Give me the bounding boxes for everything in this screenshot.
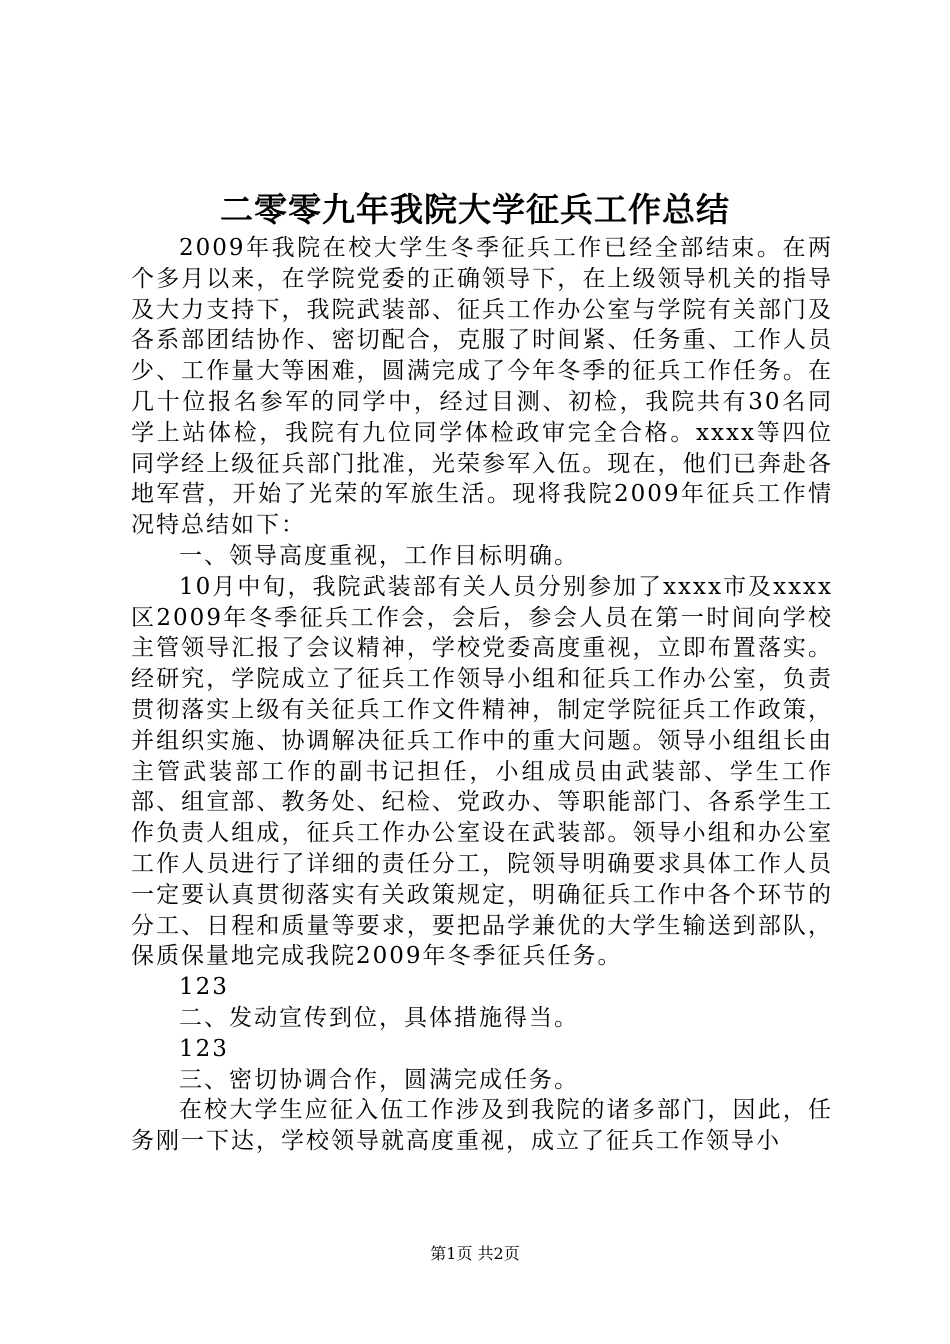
section-heading-2: 二、发动宣传到位，具体措施得当。 (179, 1004, 579, 1031)
document-body (131, 233, 833, 1157)
document-title: 二零零九年我院大学征兵工作总结 (220, 190, 730, 229)
paragraph-intro: 2009年我院在校大学生冬季征兵工作已经全部结束。在两个多月以来，在学院党委的正确领导下，在上级领导机关的指导及大力支持下，我院武装部、征兵工作办公室与学院有关部门及各系部团结协作、密切配合，克服了时间紧、任务重、工作人员少、工作量大等困难，圆满完成了今年冬季的征兵工作任务。在几十位报名参军的同学中，经过目测、初检，我院共有30名同学上站体检，我院有九位同学体检政审完全合格。xxxx等四位同学经上级征兵部门批准，光荣参军入伍。现在，他们已奔赴各地军营，开始了光荣的军旅生活。现将我院2009年征兵工作情况特总结如下： (131, 235, 833, 539)
page-number-footer: 第1页 共2页 (430, 1244, 520, 1263)
placeholder-text-2: 123 (179, 1035, 229, 1062)
placeholder-text-1: 123 (179, 974, 229, 1001)
paragraph-section-3: 在校大学生应征入伍工作涉及到我院的诸多部门，因此，任务刚一下达，学校领导就高度重视，成立了征兵工作领导小 (131, 1097, 833, 1155)
section-heading-3: 三、密切协调合作，圆满完成任务。 (179, 1066, 579, 1093)
section-heading-1: 一、领导高度重视，工作目标明确。 (179, 542, 579, 569)
paragraph-section-1: 10月中旬，我院武装部有关人员分别参加了xxxx市及xxxx区2009年冬季征兵工作会，会后，参会人员在第一时间向学校主管领导汇报了会议精神，学校党委高度重视，立即布置落实。经研究，学院成立了征兵工作领导小组和征兵工作办公室，负责贯彻落实上级有关征兵工作文件精神，制定学院征兵工作政策，并组织实施、协调解决征兵工作中的重大问题。领导小组组长由主管武装部工作的副书记担任，小组成员由武装部、学生工作部、组宣部、教务处、纪检、党政办、等职能部门、各系学生工作负责人组成，征兵工作办公室设在武装部。领导小组和办公室工作人员进行了详细的责任分工，院领导明确要求具体工作人员一定要认真贯彻落实有关政策规定，明确征兵工作中各个环节的分工、日程和质量等要求，要把品学兼优的大学生输送到部队，保质保量地完成我院2009年冬季征兵任务。 (131, 573, 833, 970)
